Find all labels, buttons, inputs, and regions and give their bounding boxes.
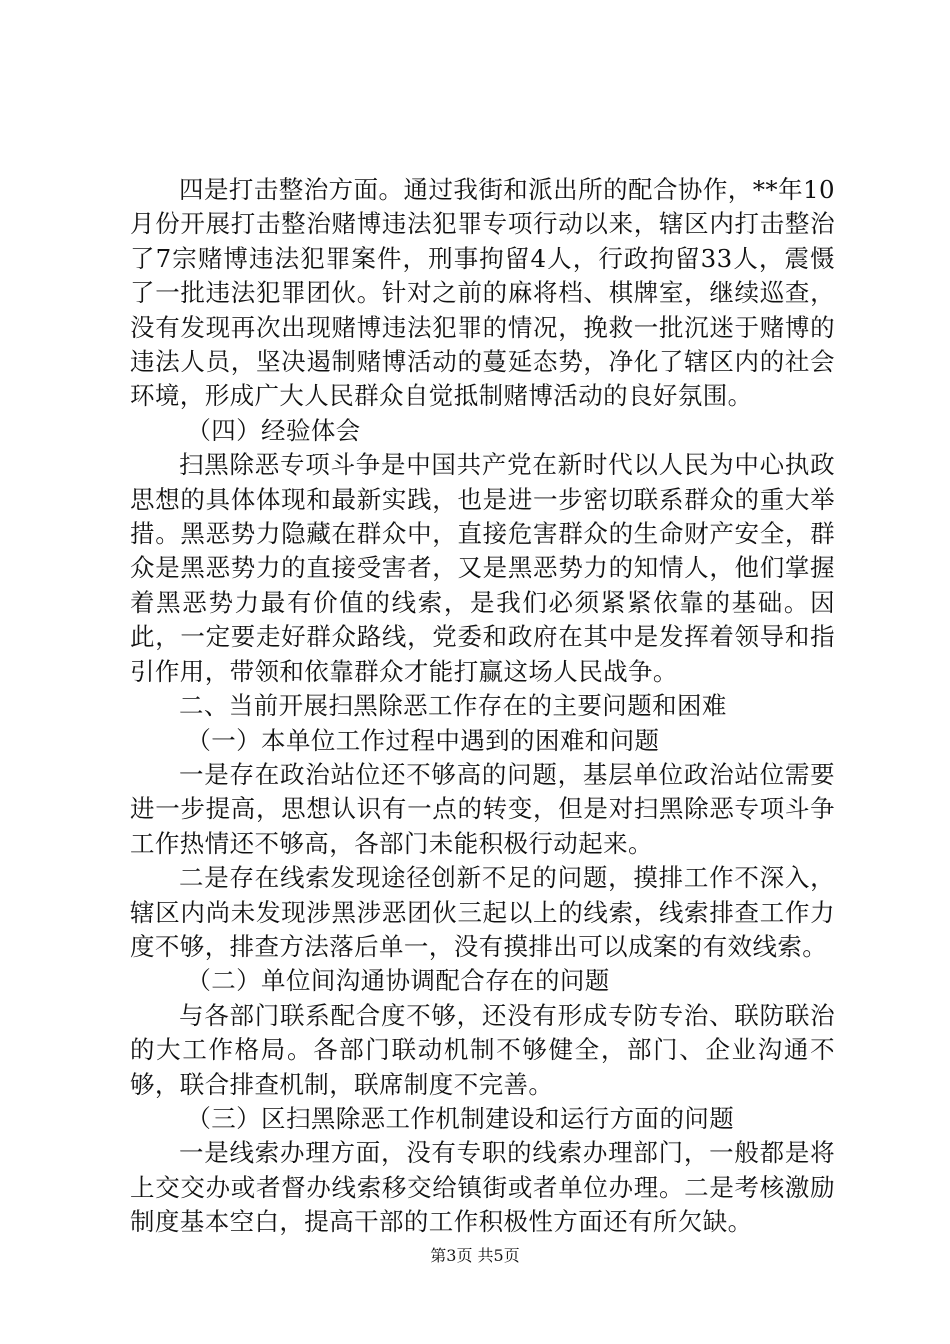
paragraph-coordination: 与各部门联系配合度不够，还没有形成专防专治、联防联治的大工作格局。各部门联动机制不够健全，部门、企业沟通不够，联合排查机制，联席制度不完善。 <box>130 1000 835 1099</box>
section-heading-mechanism: （三）区扫黑除恶工作机制建设和运行方面的问题 <box>186 1103 735 1133</box>
paragraph-political-stance: 一是存在政治站位还不够高的问题，基层单位政治站位需要进一步提高，思想认识有一点的转变，但是对扫黑除恶专项斗争工作热情还不够高，各部门未能积极行动起来。 <box>130 759 835 858</box>
section-heading-problems: 二、当前开展扫黑除恶工作存在的主要问题和困难 <box>179 691 727 721</box>
paragraph-mechanism: 一是线索办理方面，没有专职的线索办理部门，一般都是将上交交办或者督办线索移交给镇街或者单位办理。二是考核激励制度基本空白，提高干部的工作积极性方面还有所欠缺。 <box>130 1138 835 1237</box>
section-heading-experience: （四）经验体会 <box>186 415 361 445</box>
page-number-footer: 第3页 共5页 <box>430 1246 520 1265</box>
paragraph-experience: 扫黑除恶专项斗争是中国共产党在新时代以人民为中心执政思想的具体体现和最新实践，也是进一步密切联系群众的重大举措。黑恶势力隐藏在群众中，直接危害群众的生命财产安全，群众是黑恶势力的直接受害者，又是黑恶势力的知情人，他们掌握着黑恶势力最有价值的线索，是我们必须紧紧依靠的基础。因此，一定要走好群众路线，党委和政府在其中是发挥着领导和指引作用，带领和依靠群众才能打赢这场人民战争。 <box>130 450 835 686</box>
section-heading-coordination: （二）单位间沟通协调配合存在的问题 <box>186 966 610 996</box>
paragraph-crackdown: 四是打击整治方面。通过我街和派出所的配合协作，**年10月份开展打击整治赌博违法犯罪专项行动以来，辖区内打击整治了7宗赌博违法犯罪案件，刑事拘留4人，行政拘留33人，震慑了一批违法犯罪团伙。针对之前的麻将档、棋牌室，继续巡查，没有发现再次出现赌博违法犯罪的情况，挽救一批沉迷于赌博的违法人员，坚决遏制赌博活动的蔓延态势，净化了辖区内的社会环境，形成广大人民群众自觉抵制赌博活动的良好氛围。 <box>130 175 835 411</box>
document-body <box>130 173 835 1240</box>
section-heading-unit-problems: （一）本单位工作过程中遇到的困难和问题 <box>186 725 660 755</box>
paragraph-clue-discovery: 二是存在线索发现途径创新不足的问题，摸排工作不深入，辖区内尚未发现涉黑涉恶团伙三起以上的线索，线索排查工作力度不够，排查方法落后单一，没有摸排出可以成案的有效线索。 <box>130 863 835 961</box>
